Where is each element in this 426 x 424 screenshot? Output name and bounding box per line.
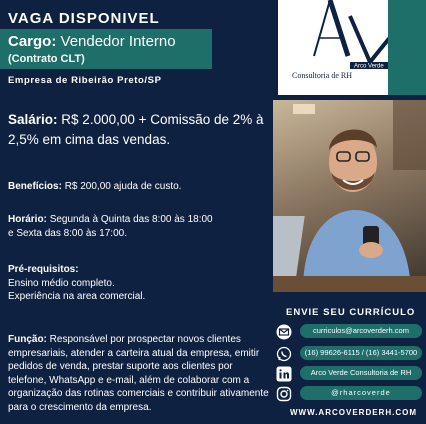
empresa-location: Empresa de Ribeirão Preto/SP [8, 75, 162, 86]
horario-block [8, 213, 213, 240]
whatsapp-icon [276, 346, 292, 362]
funcao-block [8, 333, 270, 414]
beneficios-block [8, 180, 270, 194]
vaga-title: VAGA DISPONIVEL [8, 10, 160, 27]
envie-curriculo-heading: ENVIE SEU CURRÍCULO [286, 307, 416, 318]
requisitos-label: Pré-requisitos: [8, 264, 79, 275]
email-value[interactable]: curriculos@arcoverderh.com [300, 324, 422, 338]
horario-text: Segunda à Quinta das 8:00 às 18:00 e Sexta das 8:00 às 17:00. [8, 214, 213, 239]
funcao-label: Função: [8, 334, 47, 345]
phone-value[interactable]: (16) 99626-6115 / (16) 3441-5700 [300, 346, 422, 360]
website-link[interactable]: WWW.ARCOVERDERH.COM [290, 408, 417, 417]
logo-name: Arco Verde [354, 63, 384, 70]
beneficios-text: R$ 200,00 ajuda de custo. [64, 181, 182, 192]
cargo-label: Cargo: [8, 33, 57, 50]
photo-illustration [273, 100, 426, 292]
logo-subtitle: Consultoria de RH [292, 71, 352, 80]
instagram-icon [276, 386, 292, 402]
salario-text: R$ 2.000,00 + Comissão de 2% à 2,5% em cima das vendas. [8, 112, 264, 147]
beneficios-label: Benefícios: [8, 181, 62, 192]
instagram-value[interactable]: @rharcoverde [300, 386, 422, 400]
linkedin-icon [276, 366, 292, 382]
salesman-photo [273, 100, 426, 292]
requisitos-block [8, 263, 270, 304]
cargo-line [8, 33, 176, 50]
contrato-type: (Contrato CLT) [8, 53, 85, 65]
cargo-box [0, 29, 212, 69]
salario-label: Salário: [8, 112, 58, 127]
horario-label: Horário: [8, 214, 47, 225]
email-icon [276, 324, 292, 340]
funcao-text: Responsável por prospectar novos clientes empresariais, atender a carteira atual da empresa, emitir pedidos de venda, prestar suporte aos clientes por telefone, WhatsApp e e-mail, além de colaborar com a organização das rotinas comerciais e contribuir ativamente para o crescimento da empresa. [8, 334, 269, 413]
logo-accent-bar [388, 0, 426, 95]
linkedin-value[interactable]: Arco Verde Consultoria de RH [300, 366, 422, 380]
salario-block [8, 110, 270, 150]
cargo-value: Vendedor Interno [60, 33, 176, 50]
requisitos-line2: Experiência na area comercial. [8, 291, 146, 302]
requisitos-line1: Ensino médio completo. [8, 277, 115, 289]
